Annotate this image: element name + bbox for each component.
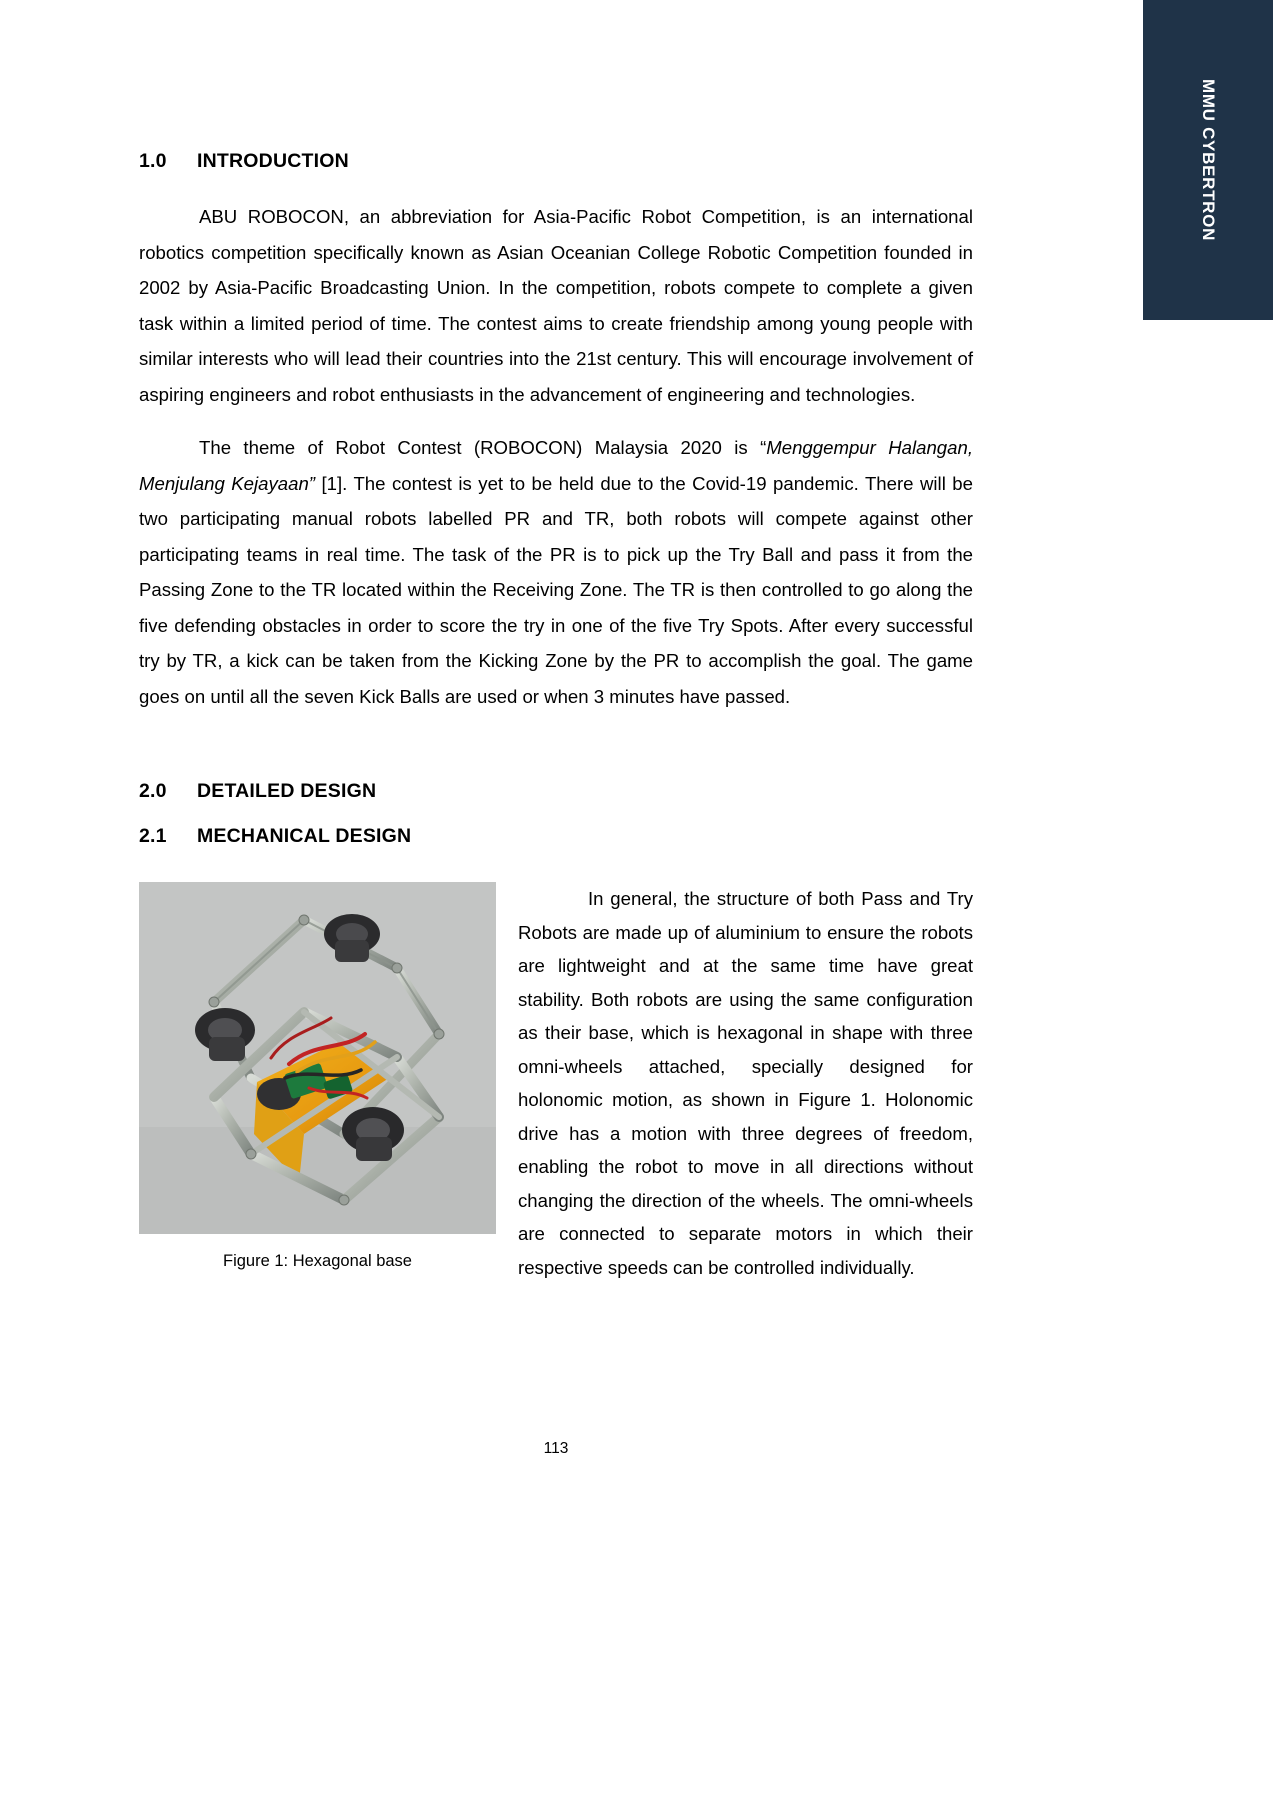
mechanical-design-text-column [518,882,973,1284]
paragraph-intro-2-rest: [1]. The contest is yet to be held due to the Covid-19 pandemic. There will be two participating manual robots labelled PR and TR, both robots will compete against other participating teams in real time. The task of the PR is to pick up the Try Ball and pass it from the Passing Zone to the TR located within the Receiving Zone. The TR is then controlled to go along the five defending obstacles in order to score the try in one of the five Try Spots. After every successful try by TR, a kick can be taken from the Kicking Zone by the PR to accomplish the goal. The game goes on until all the seven Kick Balls are used or when 3 minutes have passed. [139,472,973,707]
heading-introduction [139,150,973,173]
figure-1-hexagonal-base-photo [139,882,496,1234]
figure-text-section [139,882,973,1284]
document-page [139,0,973,1800]
heading-introduction-title: INTRODUCTION [197,150,349,172]
figure-block [139,882,496,1272]
page-number: 113 [543,1440,569,1457]
paragraph-mechanical-design: In general, the structure of both Pass and Try Robots are made up of aluminium to ensure the robots are lightweight and at the same time have great stability. Both robots are using the same configuration as their base, which is hexagonal in shape with three omni-wheels attached, specially designed for holonomic motion, as shown in Figure 1. Holonomic drive has a motion with three degrees of freedom, enabling the robot to move in all directions without changing the direction of the wheels. The omni-wheels are connected to separate motors in which their respective speeds can be controlled individually. [518,888,973,1278]
theme-title-italic: Menggempur Halangan, Menjulang Kejayaan” [139,437,973,494]
side-tab-label: MMU CYBERTRON [1199,78,1218,242]
paragraph-intro-2 [139,430,973,714]
heading-mechanical-design [139,825,973,848]
figure-1-caption: Figure 1: Hexagonal base [223,1252,412,1270]
heading-mechanical-design-number: 2.1 [139,825,167,847]
heading-introduction-number: 1.0 [139,150,167,172]
hexagonal-base-illustration [139,882,496,1234]
paragraph-intro-1: ABU ROBOCON, an abbreviation for Asia-Pacific Robot Competition, is an international robotics competition specifically known as Asian Oceanian College Robotic Competition founded in 2002 by Asia-Pacific Broadcasting Union. In the competition, robots compete to complete a given task within a limited period of time. The contest aims to create friendship among young people with similar interests who will lead their countries into the 21st century. This will encourage involvement of aspiring engineers and robot enthusiasts in the advancement of engineering and technologies. [139,206,973,405]
side-tab-mmu-cybertron [1143,0,1273,320]
paragraph-intro-2-lead: The theme of Robot Contest (ROBOCON) Malaysia 2020 is “ [199,437,767,458]
heading-detailed-design [139,780,973,803]
heading-detailed-design-number: 2.0 [139,780,167,802]
heading-detailed-design-title: DETAILED DESIGN [197,780,377,802]
heading-mechanical-design-title: MECHANICAL DESIGN [197,825,412,847]
